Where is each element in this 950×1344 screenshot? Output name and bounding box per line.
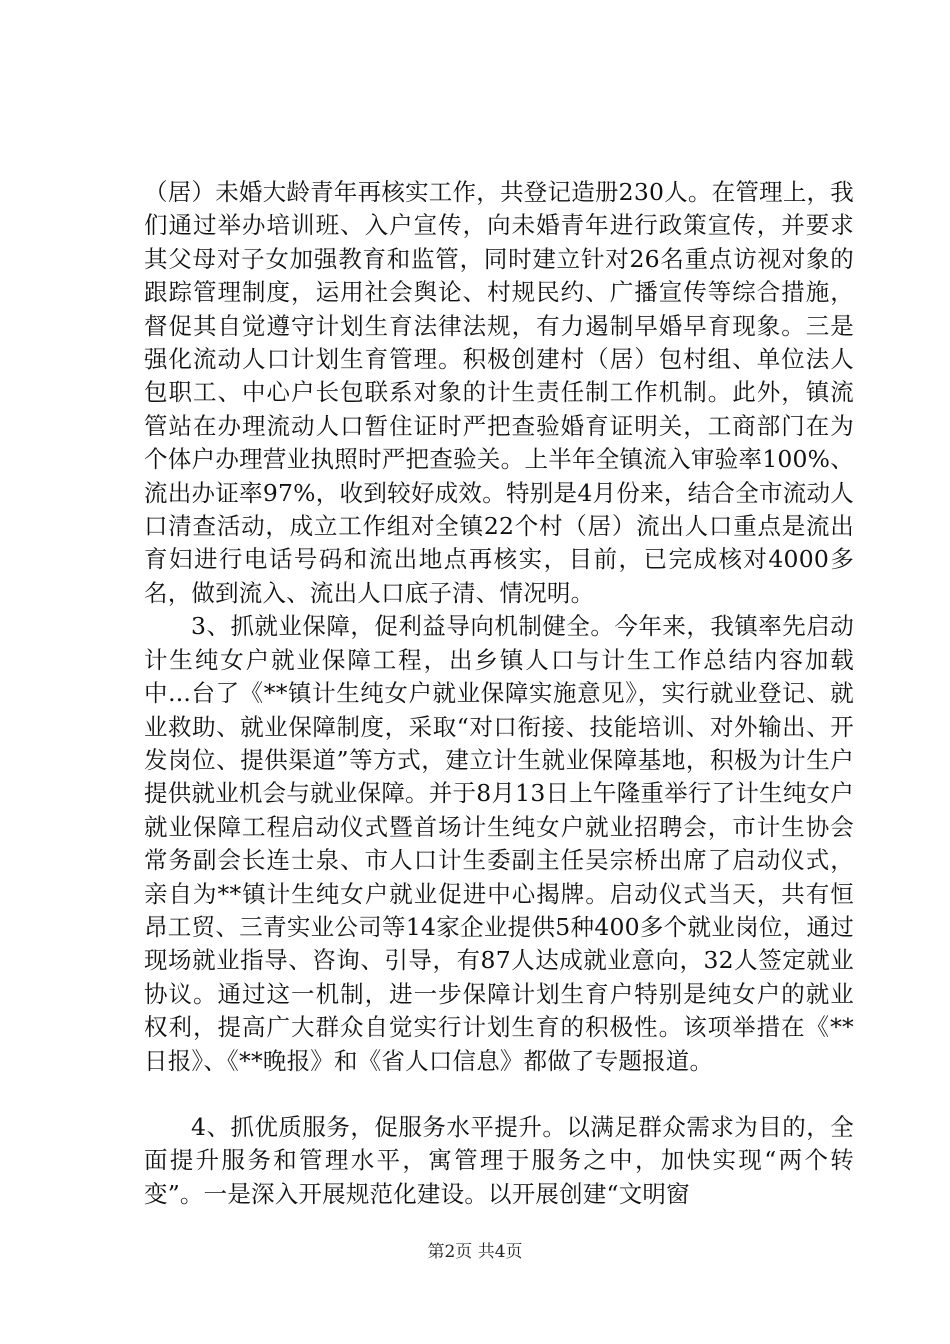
paragraph-employment-guarantee: 3、抓就业保障，促利益导向机制健全。今年来，我镇率先启动计生纯女户就业保障工程，出乡镇人口与计生工作总结内容加载中...台了《**镇计生纯女户就业保障实施意见》，实行就业登记、就业救助、就业保障制度，采取“对口衔接、技能培训、对外输出、开发岗位、提供渠道”等方式，建立计生就业保障基地，积极为计生户提供就业机会与就业保障。并于8月13日上午隆重举行了计生纯女户就业保障工程启动仪式暨首场计生纯女户就业招聘会，市计生协会常务副会长连士泉、市人口计生委副主任吴宗桥出席了启动仪式，亲自为**镇计生纯女户就业促进中心揭牌。启动仪式当天，共有恒昂工贸、三青实业公司等14家企业提供5种400多个就业岗位，通过现场就业指导、咨询、引导，有87人达成就业意向，32人签定就业协议。通过这一机制，进一步保障计划生育户特别是纯女户的就业权利，提高广大群众自觉实行计划生育的积极性。该项举措在《**日报》、《**晚报》和《省人口信息》都做了专题报道。 bbox=[144, 612, 854, 1075]
paragraph-continuation: （居）未婚大龄青年再核实工作，共登记造册230人。在管理上，我们通过举办培训班、入户宣传，向未婚青年进行政策宣传，并要求其父母对子女加强教育和监管，同时建立针对26名重点访视对象的跟踪管理制度，运用社会舆论、村规民约、广播宣传等综合措施，督促其自觉遵守计划生育法律法规，有力遏制早婚早育现象。三是强化流动人口计划生育管理。积极创建村（居）包村组、单位法人包职工、中心户长包联系对象的计生责任制工作机制。此外，镇流管站在办理流动人口暂住证时严把查验婚育证明关，工商部门在为个体户办理营业执照时严把查验关。上半年全镇流入审验率100%、流出办证率97%，收到较好成效。特别是4月份来，结合全市流动人口清查活动，成立工作组对全镇22个村（居）流出人口重点是流出育妇进行电话号码和流出地点再核实，目前，已完成核对4000多名，做到流入、流出人口底子清、情况明。 bbox=[144, 178, 854, 607]
page-footer: 第2页 共4页 bbox=[427, 1242, 523, 1262]
paragraph-quality-service: 4、抓优质服务，促服务水平提升。以满足群众需求为目的，全面提升服务和管理水平，寓管理于服务之中，加快实现“两个转变”。一是深入开展规范化建设。以开展创建“文明窗 bbox=[144, 1112, 854, 1208]
body-text bbox=[144, 176, 854, 1211]
